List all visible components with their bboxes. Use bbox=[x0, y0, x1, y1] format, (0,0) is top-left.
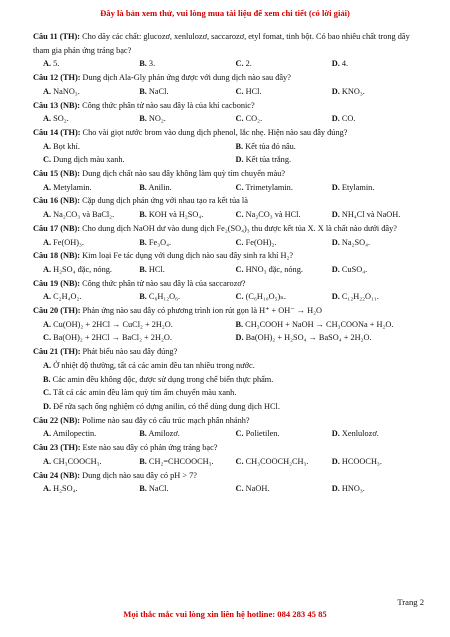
option-letter: C. bbox=[235, 114, 244, 124]
answer-option bbox=[236, 455, 332, 469]
answer-option bbox=[139, 263, 235, 277]
option-text: Ba(OH)₂ + H₂SO₄ → BaSO₄ + 2H₂O. bbox=[243, 333, 372, 343]
option-letter: B. bbox=[139, 292, 147, 302]
option-letter: B. bbox=[139, 264, 147, 274]
option-letter: A. bbox=[43, 237, 52, 247]
answer-option bbox=[236, 236, 332, 250]
question-text: Kim loại Fe tác dụng với dung dịch nào sau đây sinh ra khí H₂? bbox=[80, 251, 294, 261]
option-text: Na₂CO₃ và BaCl₂. bbox=[51, 210, 115, 220]
option-text: H₂SO₄. bbox=[51, 484, 78, 494]
option-text: Bọt khí. bbox=[51, 141, 80, 151]
question-stem bbox=[33, 441, 428, 455]
answer-option bbox=[236, 263, 332, 277]
option-letter: D. bbox=[331, 484, 340, 494]
answer-option bbox=[43, 455, 139, 469]
answer-option bbox=[43, 153, 236, 167]
answer-option bbox=[332, 290, 428, 304]
question-number: Câu 18 (NB): bbox=[33, 251, 81, 261]
answer-option bbox=[43, 181, 139, 195]
option-text: NaCl. bbox=[146, 484, 169, 494]
option-letter: D. bbox=[331, 429, 340, 439]
option-text: NaOH. bbox=[243, 484, 270, 494]
answer-option bbox=[43, 427, 139, 441]
option-text: Amilopectin. bbox=[51, 429, 97, 439]
question-number: Câu 22 (NB): bbox=[33, 415, 81, 425]
answer-option bbox=[139, 455, 235, 469]
option-text: 3. bbox=[146, 59, 156, 69]
option-text: H₂SO₄ đặc, nóng. bbox=[51, 264, 112, 274]
option-letter: C. bbox=[235, 59, 244, 69]
question-stem bbox=[33, 30, 428, 57]
option-letter: A. bbox=[43, 456, 52, 466]
answer-option bbox=[332, 85, 428, 99]
option-text: CH₃COOCH₂CH₃. bbox=[243, 456, 309, 466]
option-text: Tất cả các amin đều làm quỳ tím ẩm chuyển màu xanh. bbox=[51, 388, 237, 398]
answer-option bbox=[236, 331, 429, 345]
option-letter: B. bbox=[139, 429, 147, 439]
options-row bbox=[33, 373, 428, 387]
answer-option bbox=[332, 455, 428, 469]
option-letter: A. bbox=[43, 319, 52, 329]
question-text: Dung dịch nào sau đây có pH > 7? bbox=[80, 470, 197, 480]
option-text: Kết tủa trắng. bbox=[243, 155, 292, 165]
answer-option bbox=[139, 57, 235, 71]
option-text: CuSO₄. bbox=[339, 264, 368, 274]
option-letter: D. bbox=[331, 292, 340, 302]
answer-option bbox=[43, 359, 255, 373]
option-text: C₁₂H₂₂O₁₁. bbox=[339, 292, 379, 302]
answer-option bbox=[43, 57, 139, 71]
answer-option bbox=[43, 400, 280, 414]
options-row bbox=[33, 140, 428, 154]
options-row bbox=[33, 318, 428, 332]
question-number: Câu 17 (NB): bbox=[33, 223, 81, 233]
question-stem bbox=[33, 99, 428, 113]
option-text: Na₂CO₃ và HCl. bbox=[243, 210, 301, 220]
option-letter: B. bbox=[139, 456, 147, 466]
option-letter: C. bbox=[43, 155, 52, 165]
option-letter: A. bbox=[43, 210, 52, 220]
option-letter: C. bbox=[43, 388, 52, 398]
answer-option bbox=[43, 318, 236, 332]
option-text: HNO₃. bbox=[339, 484, 365, 494]
option-letter: A. bbox=[43, 59, 52, 69]
options-row bbox=[33, 181, 428, 195]
option-text: Amilozơ. bbox=[146, 429, 180, 439]
option-letter: C. bbox=[235, 210, 244, 220]
option-text: KOH và H₂SO₄. bbox=[146, 210, 204, 220]
option-text: Kết tủa đỏ nâu. bbox=[243, 141, 296, 151]
option-letter: D. bbox=[331, 210, 340, 220]
option-text: 2. bbox=[243, 59, 252, 69]
answer-option bbox=[236, 140, 429, 154]
option-letter: A. bbox=[43, 484, 52, 494]
option-text: Ba(OH)₂ + 2HCl → BaCl₂ + 2H₂O. bbox=[51, 333, 172, 343]
question-number: Câu 24 (NB): bbox=[33, 470, 81, 480]
option-letter: C. bbox=[235, 237, 244, 247]
answer-option bbox=[139, 427, 235, 441]
answer-option bbox=[236, 318, 429, 332]
question-number: Câu 11 (TH): bbox=[33, 32, 81, 41]
question-stem bbox=[33, 469, 428, 483]
question-stem bbox=[33, 277, 428, 291]
option-text: (C₆H₁₀O₅)ₙ. bbox=[243, 292, 286, 302]
option-letter: C. bbox=[235, 86, 244, 96]
answer-option bbox=[332, 112, 428, 126]
option-letter: A. bbox=[43, 292, 52, 302]
option-letter: D. bbox=[331, 114, 340, 124]
options-row bbox=[33, 331, 428, 345]
answer-option bbox=[43, 290, 139, 304]
option-text: CH₃COOCH₃. bbox=[51, 456, 102, 466]
options-row bbox=[33, 85, 428, 99]
option-letter: B. bbox=[139, 237, 147, 247]
options-row bbox=[33, 208, 428, 222]
answer-option bbox=[332, 236, 428, 250]
option-letter: B. bbox=[235, 141, 244, 151]
question-stem bbox=[33, 194, 428, 208]
option-letter: D. bbox=[235, 333, 244, 343]
question-number: Câu 15 (NB): bbox=[33, 169, 81, 179]
question-text: Phát biểu nào sau đây đúng? bbox=[80, 347, 178, 357]
answer-option bbox=[236, 112, 332, 126]
question-number: Câu 20 (TH): bbox=[33, 306, 81, 316]
option-letter: B. bbox=[139, 59, 147, 69]
option-letter: D. bbox=[331, 86, 340, 96]
question-number: Câu 23 (TH): bbox=[33, 443, 81, 453]
top-banner: Đây là bản xem thử, vui lòng mua tài liệu để xem chi tiết (có lời giải) bbox=[100, 8, 350, 18]
options-row bbox=[33, 290, 428, 304]
option-text: Na₂SO₄. bbox=[339, 237, 371, 247]
options-row bbox=[33, 359, 428, 373]
option-text: NaCl. bbox=[146, 86, 169, 96]
options-row bbox=[33, 427, 428, 441]
options-row bbox=[33, 236, 428, 250]
option-text: 5. bbox=[51, 59, 60, 69]
options-row bbox=[33, 482, 428, 496]
answer-option bbox=[43, 85, 139, 99]
question-text: Phản ứng nào sau đây có phương trình ion rút gọn là H⁺ + OH⁻ → H₂O bbox=[80, 306, 322, 316]
answer-option bbox=[236, 181, 332, 195]
option-text: 4. bbox=[339, 59, 349, 69]
answer-option bbox=[139, 112, 235, 126]
options-row bbox=[33, 386, 428, 400]
answer-option bbox=[332, 482, 428, 496]
answer-option bbox=[236, 57, 332, 71]
option-text: HCl. bbox=[146, 264, 165, 274]
option-letter: A. bbox=[43, 264, 52, 274]
question-stem bbox=[33, 222, 428, 236]
option-letter: A. bbox=[43, 182, 52, 192]
option-letter: C. bbox=[235, 292, 244, 302]
footer-hotline: Mọi thắc mắc vui lòng xin liên hệ hotline: 084 283 45 85 bbox=[123, 609, 327, 619]
option-text: CH₂=CHCOOCH₃. bbox=[146, 456, 214, 466]
question-number: Câu 13 (NB): bbox=[33, 100, 81, 110]
option-letter: A. bbox=[43, 114, 52, 124]
option-text: Fe(OH)₃. bbox=[51, 237, 84, 247]
answer-option bbox=[236, 208, 332, 222]
question-text: Polime nào sau đây có cấu trúc mạch phân nhánh? bbox=[80, 415, 250, 425]
question-number: Câu 16 (NB): bbox=[33, 196, 81, 206]
answer-option bbox=[332, 208, 428, 222]
question-text: Cho dãy các chất: glucozơ, xenlulozơ, saccarozơ, etyl fomat, tinh bột. Có bao nhiêu chất trong dãy tham gia phản ứng tráng bạc? bbox=[33, 32, 410, 55]
option-text: NH₄Cl và NaOH. bbox=[339, 210, 401, 220]
question-stem bbox=[33, 167, 428, 181]
question-text: Cặp dung dịch phản ứng với nhau tạo ra kết tủa là bbox=[80, 196, 248, 206]
options-row bbox=[33, 112, 428, 126]
option-letter: D. bbox=[331, 59, 340, 69]
option-letter: B. bbox=[139, 484, 147, 494]
answer-option bbox=[43, 112, 139, 126]
option-text: Xenlulozơ. bbox=[339, 429, 379, 439]
option-text: NO₂. bbox=[146, 114, 166, 124]
page-number: Trang 2 bbox=[397, 597, 424, 607]
option-text: Fe(OH)₂. bbox=[243, 237, 277, 247]
answer-option bbox=[236, 85, 332, 99]
option-letter: D. bbox=[331, 237, 340, 247]
option-text: Fe₃O₄. bbox=[146, 237, 172, 247]
question-text: Công thức phân tử nào sau đây là của khí cacbonic? bbox=[80, 100, 255, 110]
option-text: CO. bbox=[339, 114, 356, 124]
question-list bbox=[33, 30, 428, 496]
option-text: Dung dịch màu xanh. bbox=[51, 155, 125, 165]
answer-option bbox=[43, 386, 236, 400]
option-letter: B. bbox=[139, 114, 147, 124]
answer-option bbox=[139, 236, 235, 250]
answer-option bbox=[236, 290, 332, 304]
option-letter: D. bbox=[331, 182, 340, 192]
answer-option bbox=[43, 482, 139, 496]
answer-option bbox=[332, 427, 428, 441]
option-text: Etylamin. bbox=[339, 182, 375, 192]
answer-option bbox=[139, 290, 235, 304]
answer-option bbox=[236, 153, 429, 167]
option-letter: A. bbox=[43, 86, 52, 96]
option-text: HCl. bbox=[243, 86, 262, 96]
option-text: Để rửa sạch ống nghiệm có dựng anilin, có thể dùng dung dịch HCl. bbox=[51, 401, 280, 411]
option-text: Trimetylamin. bbox=[243, 182, 293, 192]
option-letter: A. bbox=[43, 360, 52, 370]
option-letter: A. bbox=[43, 429, 52, 439]
option-text: HCOOCH₃. bbox=[339, 456, 382, 466]
option-text: Ở nhiệt độ thường, tất cả các amin đều tan nhiều trong nước. bbox=[51, 360, 255, 370]
answer-option bbox=[43, 331, 236, 345]
question-text: Công thức phân tử nào sau đây là của saccarozơ? bbox=[80, 278, 246, 288]
option-letter: C. bbox=[235, 429, 244, 439]
option-letter: B. bbox=[235, 319, 244, 329]
question-number: Câu 19 (NB): bbox=[33, 278, 81, 288]
option-letter: B. bbox=[139, 86, 147, 96]
options-row bbox=[33, 153, 428, 167]
answer-option bbox=[43, 208, 139, 222]
answer-option bbox=[139, 482, 235, 496]
question-stem bbox=[33, 345, 428, 359]
option-letter: B. bbox=[43, 374, 51, 384]
option-letter: C. bbox=[235, 264, 244, 274]
option-letter: C. bbox=[43, 333, 52, 343]
question-text: Dung dịch Ala-Gly phản ứng được với dung dịch nào sau đây? bbox=[80, 73, 291, 83]
question-stem bbox=[33, 249, 428, 263]
answer-option bbox=[236, 482, 332, 496]
option-letter: B. bbox=[139, 182, 147, 192]
answer-option bbox=[332, 263, 428, 277]
option-letter: B. bbox=[139, 210, 147, 220]
option-letter: D. bbox=[43, 401, 52, 411]
option-text: C₂H₄O₂. bbox=[51, 292, 82, 302]
question-number: Câu 14 (TH): bbox=[33, 127, 81, 137]
answer-option bbox=[332, 57, 428, 71]
option-letter: D. bbox=[331, 264, 340, 274]
question-stem bbox=[33, 71, 428, 85]
answer-option bbox=[236, 427, 332, 441]
option-text: CH₃COOH + NaOH → CH₃COONa + H₂O. bbox=[243, 319, 394, 329]
option-letter: D. bbox=[331, 456, 340, 466]
option-letter: D. bbox=[235, 155, 244, 165]
answer-option bbox=[43, 263, 139, 277]
option-text: HNO₃ đặc, nóng. bbox=[243, 264, 303, 274]
option-letter: C. bbox=[235, 456, 244, 466]
options-row bbox=[33, 455, 428, 469]
option-letter: C. bbox=[235, 182, 244, 192]
option-letter: A. bbox=[43, 141, 52, 151]
option-text: KNO₃. bbox=[339, 86, 365, 96]
question-number: Câu 12 (TH): bbox=[33, 73, 81, 83]
options-row bbox=[33, 57, 428, 71]
option-text: Metylamin. bbox=[51, 182, 92, 192]
question-stem bbox=[33, 126, 428, 140]
answer-option bbox=[43, 373, 273, 387]
option-text: Polietilen. bbox=[243, 429, 280, 439]
option-text: SO₂. bbox=[51, 114, 69, 124]
option-text: Các amin đều không độc, được sử dụng trong chế biến thực phẩm. bbox=[50, 374, 274, 384]
option-text: NaNO₃. bbox=[51, 86, 80, 96]
options-row bbox=[33, 400, 428, 414]
question-text: Dung dịch chất nào sau đây không làm quỳ tím chuyển màu? bbox=[80, 169, 286, 179]
question-text: Cho vài giọt nước brom vào dung dịch phenol, lắc nhẹ. Hiện nào sau đây đúng? bbox=[80, 127, 348, 137]
options-row bbox=[33, 263, 428, 277]
question-stem bbox=[33, 414, 428, 428]
answer-option bbox=[139, 85, 235, 99]
option-text: CO₂. bbox=[243, 114, 263, 124]
option-letter: C. bbox=[235, 484, 244, 494]
question-stem bbox=[33, 304, 428, 318]
answer-option bbox=[332, 181, 428, 195]
answer-option bbox=[139, 181, 235, 195]
answer-option bbox=[139, 208, 235, 222]
option-text: C₆H₁₂O₆. bbox=[146, 292, 181, 302]
option-text: Cu(OH)₂ + 2HCl → CuCl₂ + 2H₂O. bbox=[51, 319, 173, 329]
option-text: Anilin. bbox=[146, 182, 172, 192]
question-text: Este nào sau đây có phản ứng tráng bạc? bbox=[80, 443, 218, 453]
question-text: Cho dung dịch NaOH dư vào dung dịch Fe₂(SO₄)₃ thu được kết tủa X. X là chất nào dưới đây? bbox=[80, 223, 397, 233]
question-number: Câu 21 (TH): bbox=[33, 347, 81, 357]
answer-option bbox=[43, 140, 236, 154]
answer-option bbox=[43, 236, 139, 250]
